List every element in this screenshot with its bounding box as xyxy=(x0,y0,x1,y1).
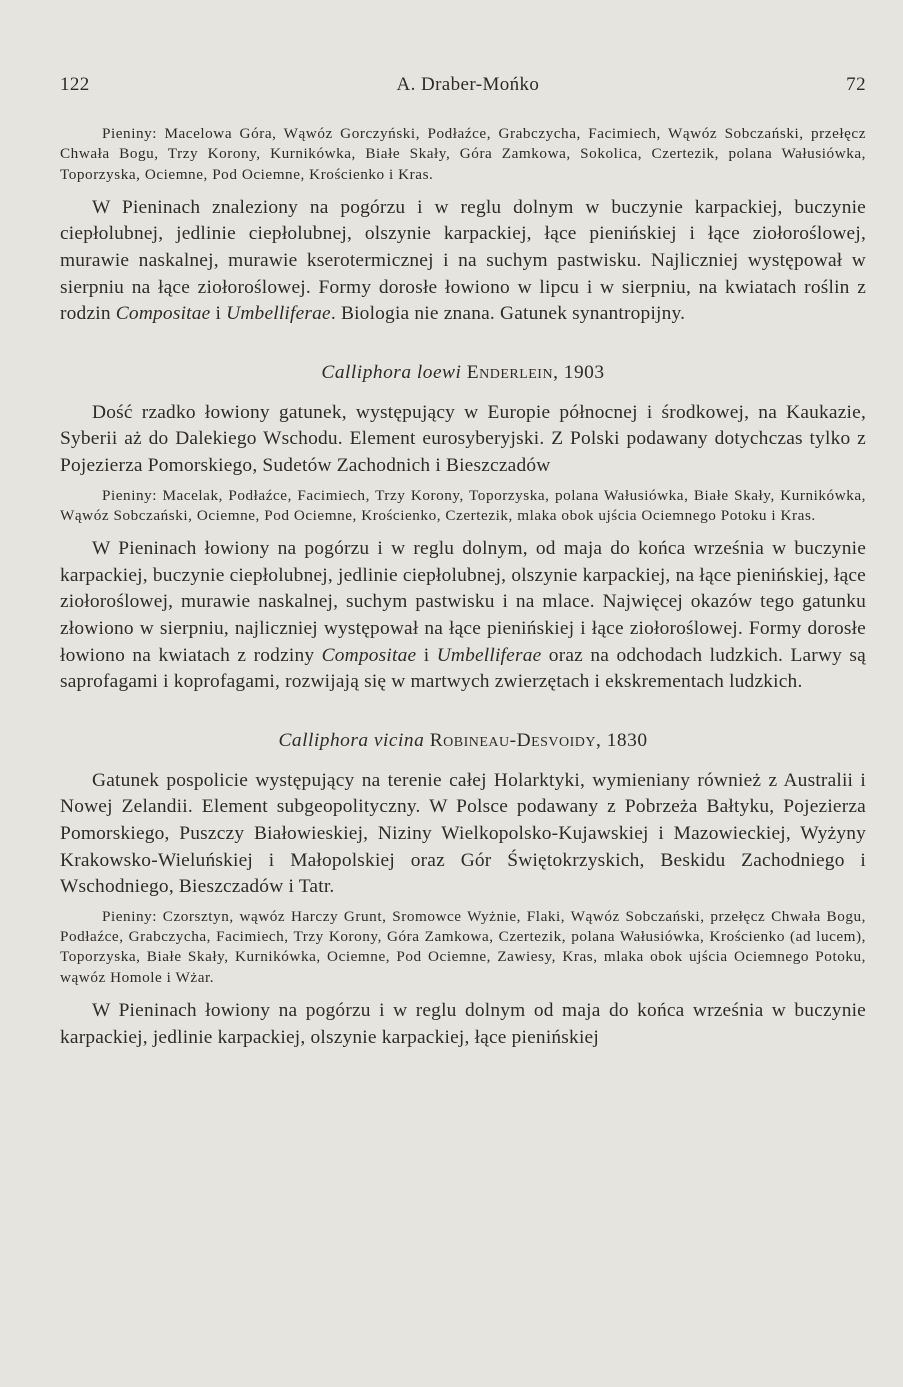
body-paragraph: Dość rzadko łowiony gatunek, występujący w Europie północnej i środkowej, na Kaukazie, Syberii aż do Dalekiego Wschodu. Element eurosyberyjski. Z Polski podawany dotychczas tylko z Pojezierza Pomorskiego, Sudetów Zachodnich i Bieszczadów xyxy=(60,401,866,477)
locality-list: Pieniny: Macelak, Podłaźce, Facimiech, Trzy Korony, Toporzyska, polana Wałusiówka, Białe Skały, Kurnikówka, Wąwóz Sobczański, Ociemne, Pod Ociemne, Krościenko, Czertezik, mlaka obok ujścia Ociemnego Potoku i Kras. xyxy=(60,486,866,524)
body-paragraph: Gatunek pospolicie występujący na terenie całej Holarktyki, wymieniany również z Australii i Nowej Zelandii. Element subgeopolityczny. W Polsce podawany z Pobrzeża Bałtyku, Pojezierza Pomorskiego, Puszczy Białowieskiej, Niziny Wielkopolsko-Kujawskiej i Mazowieckiej, Wyżyny Krakowsko-Wieluńskiej i Małopolskiej oraz Gór Świętokrzyskich, Beskidu Zachodniego i Wschodniego, Bieszczadów i Tatr. xyxy=(60,769,866,898)
taxon-name: Umbelliferae xyxy=(226,303,331,325)
running-title: A. Draber-Mońko xyxy=(396,74,540,95)
species-author: Robineau-Desvoidy xyxy=(429,729,597,751)
paragraph-text: i xyxy=(210,303,227,325)
species-heading xyxy=(60,362,866,384)
species-heading xyxy=(60,730,866,752)
taxon-name: Compositae xyxy=(321,644,417,666)
body-paragraph xyxy=(60,195,866,328)
species-year: , 1903 xyxy=(553,361,605,383)
locality-list: Pieniny: Macelowa Góra, Wąwóz Gorczyński, Podłaźce, Grabczycha, Facimiech, Wąwóz Sobczański, przełęcz Chwała Bogu, Trzy Korony, Kurnikówka, Białe Skały, Góra Zamkowa, Sokolica, Czertezik, polana Wałusiówka, Toporzyska, Ociemne, Pod Ociemne, Krościenko i Kras. xyxy=(60,125,866,183)
species-year: , 1830 xyxy=(596,729,648,751)
species-name: Calliphora loewi xyxy=(321,361,462,383)
header-number: 72 xyxy=(846,74,866,95)
paragraph-text: oraz na odchodach ludzkich. Larwy są saprofagami i koprofagami, rozwijają się w martwych zwierzętach i ekskrementach ludzkich. xyxy=(60,644,866,693)
paragraph-text: W Pieninach łowiony na pogórzu i w reglu dolnym, od maja do końca września w buczynie karpackiej, buczynie ciepłolubnej, jedlinie ciepłolubnej, olszynie karpackiej, na łące pienińskiej, łące ziołoroślowej, murawie naskalnej, suchym pastwisku i na mlace. Najwięcej okazów tego gatunku złowiono w sierpniu, najliczniej występował na łące pienińskiej i łące ziołoroślowej. Formy dorosłe łowiono na kwiatach z rodziny xyxy=(60,538,866,666)
page-content xyxy=(60,124,866,1051)
locality-list: Pieniny: Czorsztyn, wąwóz Harczy Grunt, Sromowce Wyżnie, Flaki, Wąwóz Sobczański, przełęcz Chwała Bogu, Podłaźce, Grabczycha, Facimiech, Trzy Korony, Góra Zamkowa, Czertezik, polana Wałusiówka, Krościenko (ad lucem), Toporzyska, Białe Skały, Kurnikówka, Ociemne, Pod Ociemne, Zawiesy, Kras, mlaka obok ujścia Ociemnego Potoku, wąwóz Homole i Wżar. xyxy=(60,907,866,986)
taxon-name: Umbelliferae xyxy=(436,644,542,666)
taxon-name: Compositae xyxy=(115,303,211,325)
page-header xyxy=(60,74,866,96)
paragraph-text: i xyxy=(416,644,437,666)
page-number: 122 xyxy=(60,74,90,95)
paragraph-text: . Biologia nie znana. Gatunek synantropijny. xyxy=(330,303,686,325)
paragraph-text: W Pieninach znaleziony na pogórzu i w reglu dolnym w buczynie karpackiej, buczynie ciepłolubnej, jedlinie ciepłolubnej, olszynie karpackiej, łące pienińskiej i łące ziołoroślowej, murawie naskalnej, murawie kserotermicznej i na suchym pastwisku. Najliczniej występował w sierpniu na łące ziołoroślowej. Formy dorosłe łowiono w lipcu i w sierpniu, na kwiatach roślin z rodzin xyxy=(60,196,866,325)
body-paragraph: W Pieninach łowiony na pogórzu i w reglu dolnym od maja do końca września w buczynie karpackiej, jedlinie karpackiej, olszynie karpackiej, łące pienińskiej xyxy=(60,999,866,1048)
species-author: Enderlein xyxy=(466,361,554,383)
body-paragraph xyxy=(60,536,866,696)
species-name: Calliphora vicina xyxy=(278,729,425,751)
